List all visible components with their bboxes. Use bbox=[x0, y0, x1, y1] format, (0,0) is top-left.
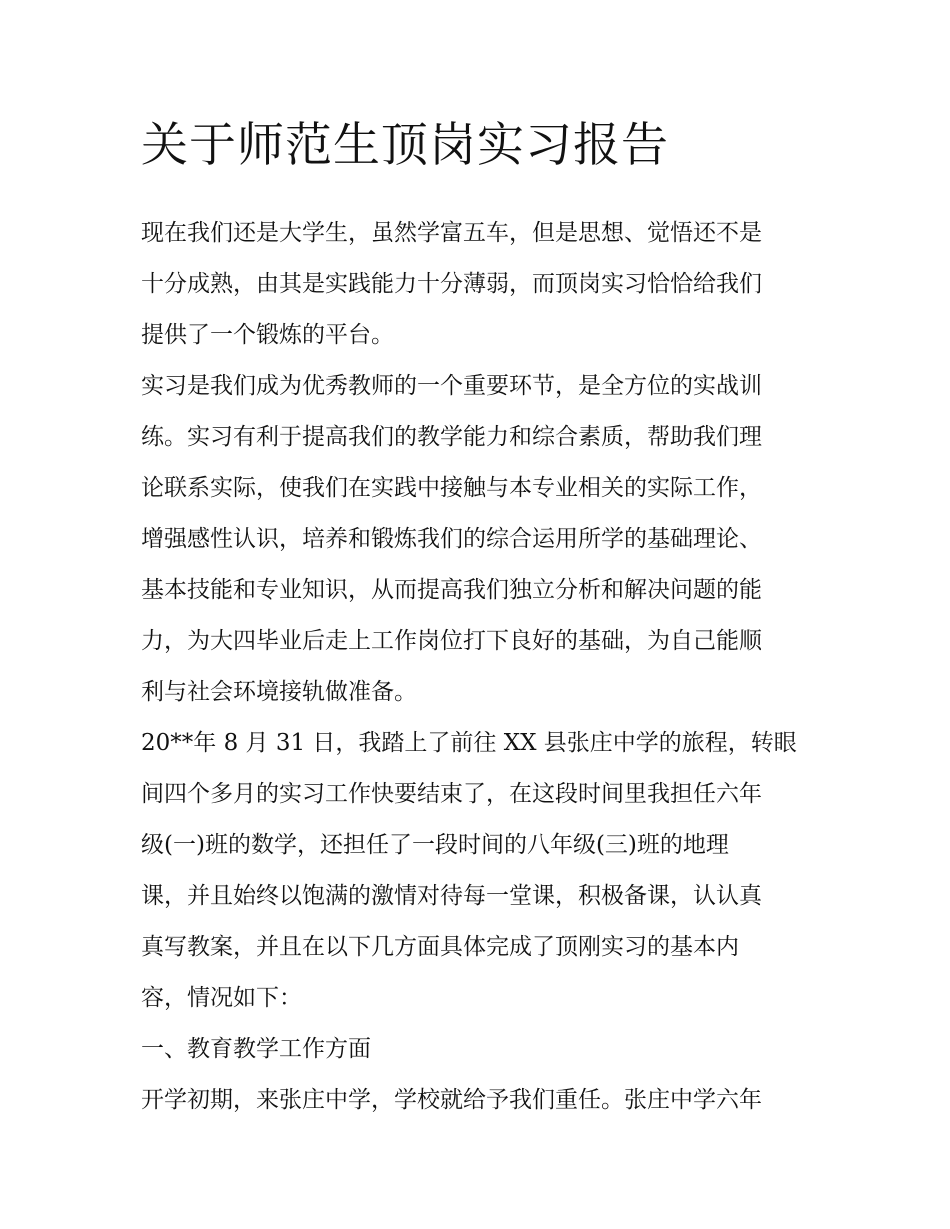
section-heading-teaching: 一、教育教学工作方面 bbox=[141, 1036, 371, 1062]
document-title: 关于师范生顶岗实习报告 bbox=[141, 118, 669, 173]
paragraph-semester-start: 开学初期，来张庄中学，学校就给予我们重任。张庄中学六年 bbox=[141, 1087, 762, 1113]
paragraph-intro: 现在我们还是大学生，虽然学富五车，但是思想、觉悟还不是 十分成熟，由其是实践能力十分薄弱，而顶岗实习恰恰给我们 提供了一个锻炼的平台。 bbox=[141, 220, 762, 348]
paragraph-internship-overview: 20**年 8 月 31 日，我踏上了前往 XX 县张庄中学的旅程，转眼 间四个多月的实习工作快要结束了，在这段时间里我担任六年 级(一)班的数学，还担任了一段时间的八年级(三)班的地理 课，并且始终以饱满的激情对待每一堂课，积极备课，认认真 真写教案，并且在以下几方面具体完成了顶刚实习的基本内 容，情况如下： bbox=[141, 730, 797, 1011]
document-page bbox=[141, 112, 813, 1126]
document-body bbox=[141, 208, 813, 1126]
paragraph-internship-importance: 实习是我们成为优秀教师的一个重要环节，是全方位的实战训 练。实习有利于提高我们的教学能力和综合素质，帮助我们理 论联系实际，使我们在实践中接触与本专业相关的实际工作， 增强感性认识，培养和锻炼我们的综合运用所学的基础理论、 基本技能和专业知识，从而提高我们独立分析和解决问题的能 力，为大四毕业后走上工作岗位打下良好的基础，为自己能顺 利与社会环境接轨做准备。 bbox=[141, 373, 762, 705]
